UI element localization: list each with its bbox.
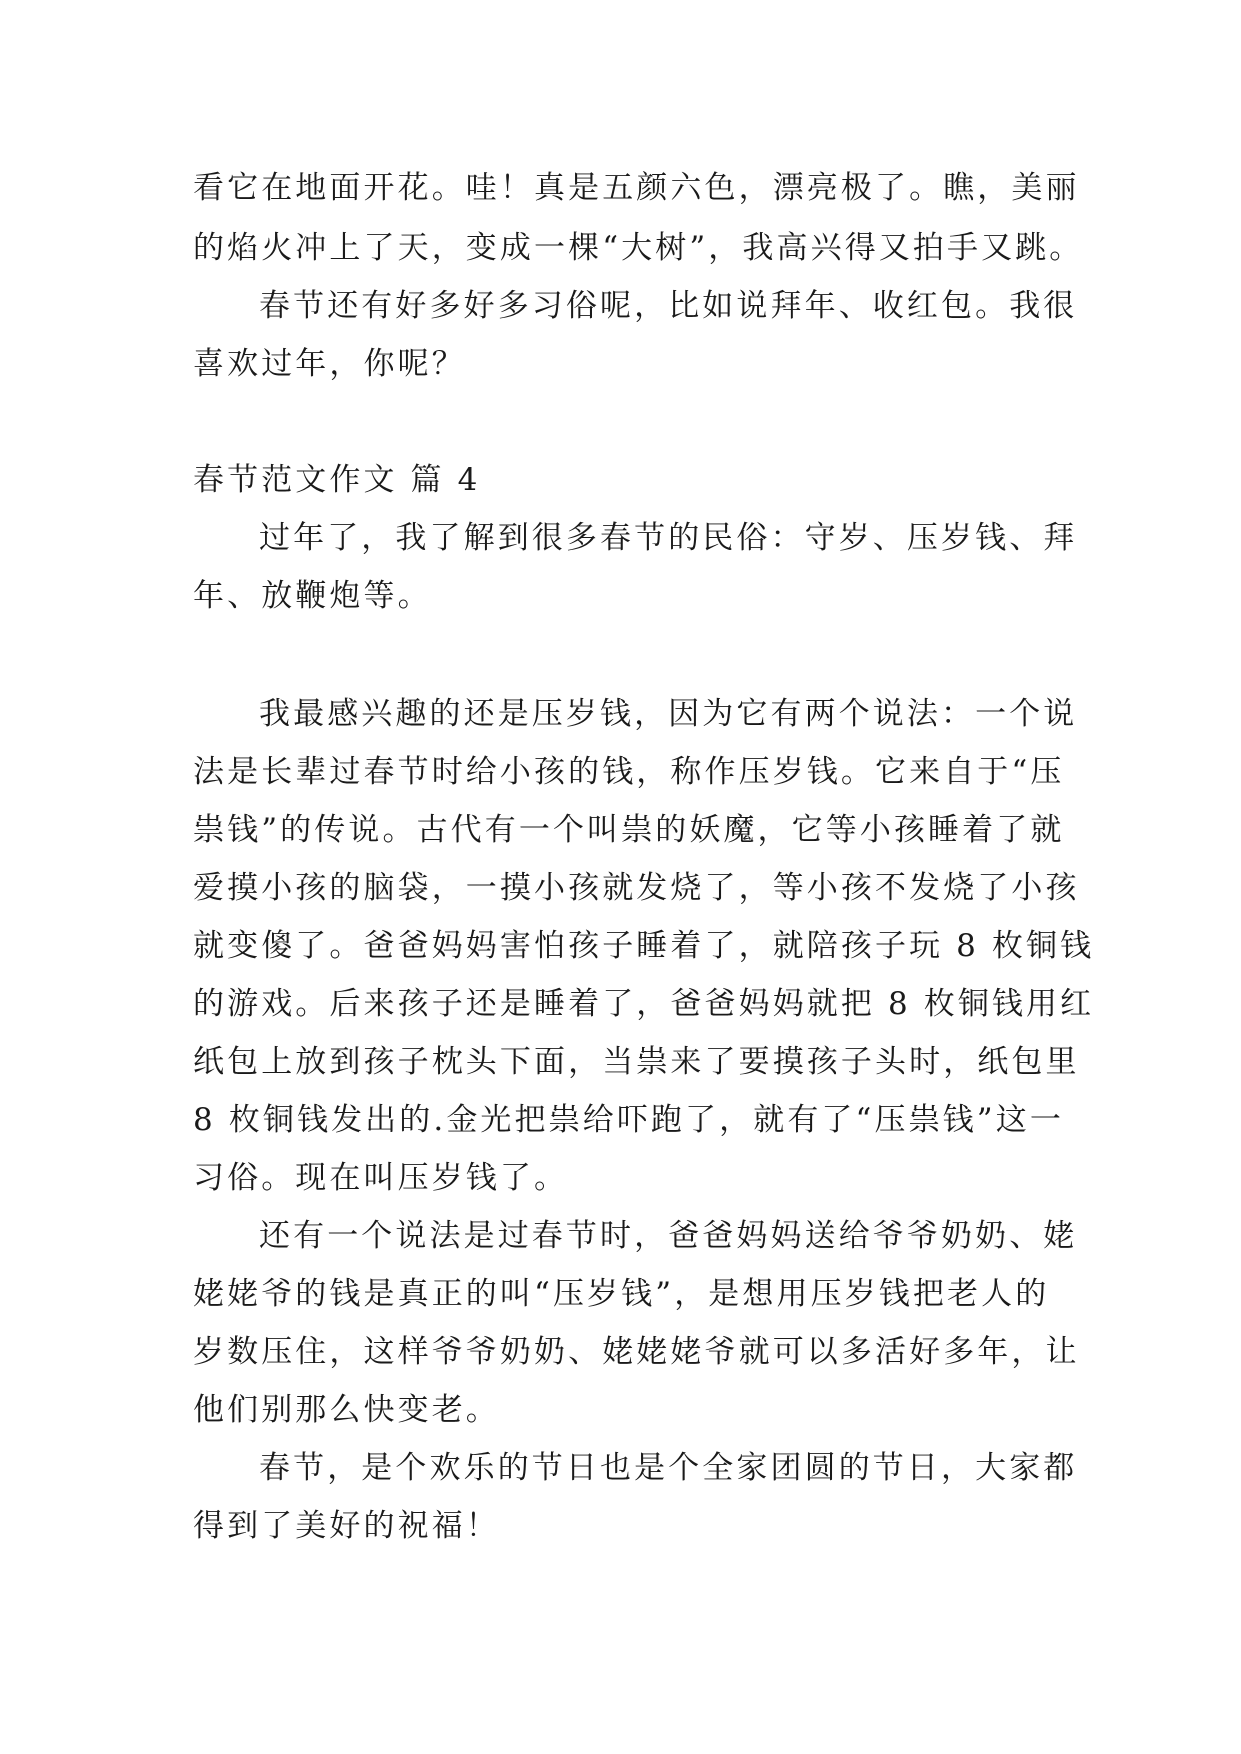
paragraph-first-line: 我最感兴趣的还是压岁钱，因为它有两个说法：一个说 xyxy=(259,696,1078,732)
text-line: 姥姥爷的钱是真正的叫“压岁钱”，是想用压岁钱把老人的 xyxy=(193,1276,1050,1312)
text-line: 纸包上放到孩子枕头下面，当祟来了要摸孩子头时，纸包里 xyxy=(193,1044,1080,1080)
text-line: 法是长辈过春节时给小孩的钱，称作压岁钱。它来自于“压 xyxy=(193,754,1065,790)
text-line: 8 枚铜钱发出的.金光把祟给吓跑了，就有了“压祟钱”这一 xyxy=(193,1102,1064,1138)
text-line: 他们别那么快变老。 xyxy=(193,1392,500,1428)
text-line: 得到了美好的祝福！ xyxy=(193,1508,500,1544)
text-line: 的焰火冲上了天，变成一棵“大树”，我高兴得又拍手又跳。 xyxy=(193,230,1084,266)
text-line: 就变傻了。爸爸妈妈害怕孩子睡着了，就陪孩子玩 8 枚铜钱 xyxy=(193,928,1095,964)
text-line: 岁数压住，这样爷爷奶奶、姥姥姥爷就可以多活好多年，让 xyxy=(193,1334,1080,1370)
text-line: 祟钱”的传说。古代有一个叫祟的妖魔，它等小孩睡着了就 xyxy=(193,812,1065,848)
text-line: 习俗。现在叫压岁钱了。 xyxy=(193,1160,569,1196)
text-line: 喜欢过年，你呢？ xyxy=(193,346,466,382)
paragraph-first-line: 还有一个说法是过春节时，爸爸妈妈送给爷爷奶奶、姥 xyxy=(259,1218,1078,1254)
text-line: 的游戏。后来孩子还是睡着了，爸爸妈妈就把 8 枚铜钱用红 xyxy=(193,986,1095,1022)
text-line: 爱摸小孩的脑袋，一摸小孩就发烧了，等小孩不发烧了小孩 xyxy=(193,870,1080,906)
text-line: 看它在地面开花。哇！真是五颜六色，漂亮极了。瞧，美丽 xyxy=(193,170,1080,206)
paragraph-first-line: 春节还有好多好多习俗呢，比如说拜年、收红包。我很 xyxy=(259,288,1078,324)
paragraph-first-line: 春节，是个欢乐的节日也是个全家团圆的节日，大家都 xyxy=(259,1450,1078,1486)
section-heading: 春节范文作文 篇 4 xyxy=(193,462,481,498)
paragraph-first-line: 过年了，我了解到很多春节的民俗：守岁、压岁钱、拜 xyxy=(259,520,1078,556)
text-line: 年、放鞭炮等。 xyxy=(193,578,432,614)
